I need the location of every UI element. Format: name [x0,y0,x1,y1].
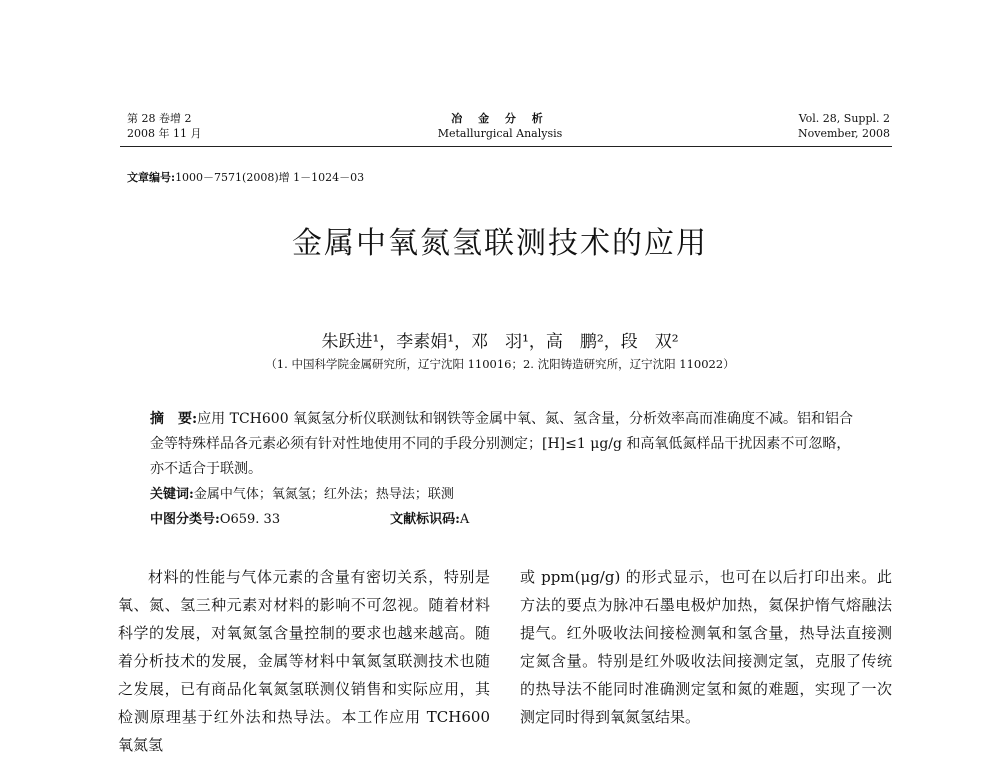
journal-volume-info [127,111,201,141]
volume-issue: 第 28 卷增 2 [127,112,192,125]
abstract [150,407,860,482]
classification-value: O659. 33 [219,512,281,527]
document-code-value: A [459,512,470,527]
article-number [127,169,364,185]
keywords-label: 关键词: [150,487,194,502]
publication-date: 2008 年 11 月 [127,127,202,140]
classification-label: 中图分类号: [150,512,220,527]
classification [150,507,860,532]
journal-name [380,111,620,141]
article-number-value: 1000－7571(2008)增 1－1024－03 [175,171,365,184]
journal-name-english: Metallurgical Analysis [437,127,563,140]
article-number-label: 文章编号: [127,171,176,184]
author-list: 朱跃进¹，李素娟¹，邓 羽¹，高 鹏²，段 双² [321,332,679,352]
affiliations: （1. 中国科学院金属研究所，辽宁沈阳 110016；2. 沈阳铸造研究所，辽宁沈阳 110022） [265,357,735,371]
keywords-text: 金属中气体；氧氮氢；红外法；热导法；联测 [193,487,454,502]
journal-name-chinese: 冶 金 分 析 [451,112,549,125]
journal-volume-info-english [798,111,890,141]
body-right-column: 或 ppm(μg/g) 的形式显示，也可在以后打印出来。此方法的要点为脉冲石墨电极炉加热，氦保护惰气熔融法提气。红外吸收法间接检测氧和氢含量，热导法直接测定氮含量。特别是红外吸收法间接测定氢，克服了传统的热导法不能同时准确测定氢和氮的难题，实现了一次测定同时得到氧氮氢结果。 [520,568,892,726]
abstract-text: 应用 TCH600 氧氮氢分析仪联测钛和钢铁等金属中氧、氮、氢含量，分析效率高而准确度不减。铝和铝合金等特殊样品各元素必须有针对性地使用不同的手段分别测定；[H]≤1 μg/g 和高氧低氮样品干扰因素不可忽略，亦不适合于联测。 [150,411,854,477]
header-rule [120,146,892,147]
publication-date-english: November, 2008 [798,127,890,140]
abstract-block [150,407,860,532]
body-left-column: 材料的性能与气体元素的含量有密切关系，特别是氧、氮、氢三种元素对材料的影响不可忽视。随着材料科学的发展，对氧氮氢含量控制的要求也越来越高。随着分析技术的发展，金属等材料中氧氮氢联测技术也随之发展，已有商品化氧氮氢联测仪销售和实际应用，其检测原理基于红外法和热导法。本工作应用 TCH600 氧氮氢 [118,568,490,754]
paper-title: 金属中氧氮氢联测技术的应用 [292,226,708,261]
volume-issue-english: Vol. 28, Suppl. 2 [798,112,890,125]
keywords [150,482,860,507]
abstract-label: 摘 要: [150,411,198,427]
document-code-label: 文献标识码: [390,512,460,527]
